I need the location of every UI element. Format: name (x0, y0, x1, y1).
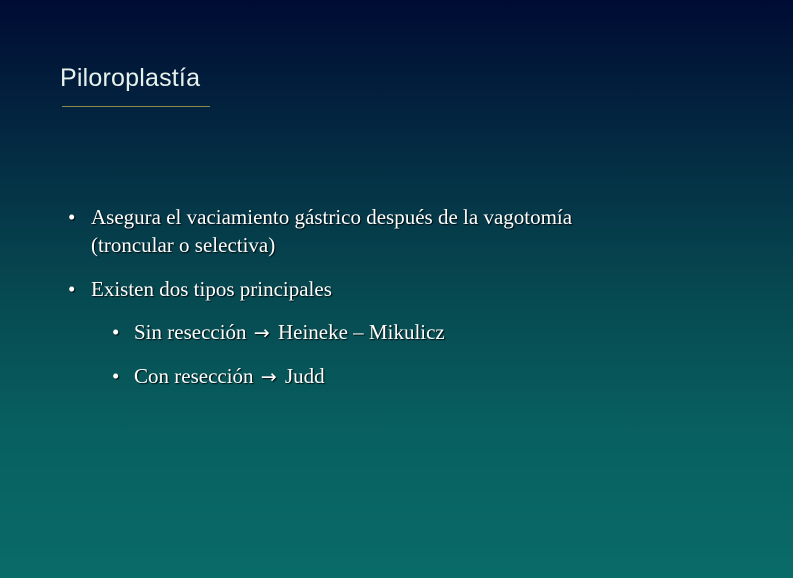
sub-bullet-before: Con resección (134, 364, 254, 388)
bullet-text: Existen dos tipos principales (91, 277, 332, 301)
bullet-text: Asegura el vaciamiento gástrico después de la vagotomía (troncular o selectiva) (91, 205, 573, 257)
sub-bullet-list (91, 318, 588, 391)
sub-bullet-item-1 (112, 318, 588, 347)
bullet-icon: • (112, 320, 120, 344)
slide-title: Piloroplastía (60, 64, 201, 92)
arrow-right-icon: → (253, 322, 270, 344)
bullet-icon: • (68, 277, 76, 301)
title-underline (62, 106, 210, 107)
arrow-right-icon: → (260, 366, 277, 388)
sub-bullet-item-2 (112, 362, 588, 391)
bullet-item-2 (68, 275, 588, 391)
sub-bullet-after: Judd (284, 364, 325, 388)
sub-bullet-after: Heineke – Mikulicz (277, 320, 445, 344)
sub-bullet-before: Sin resección (134, 320, 247, 344)
bullet-list (68, 203, 588, 407)
bullet-icon: • (112, 364, 120, 388)
bullet-item-1 (68, 203, 588, 259)
bullet-icon: • (68, 205, 76, 229)
